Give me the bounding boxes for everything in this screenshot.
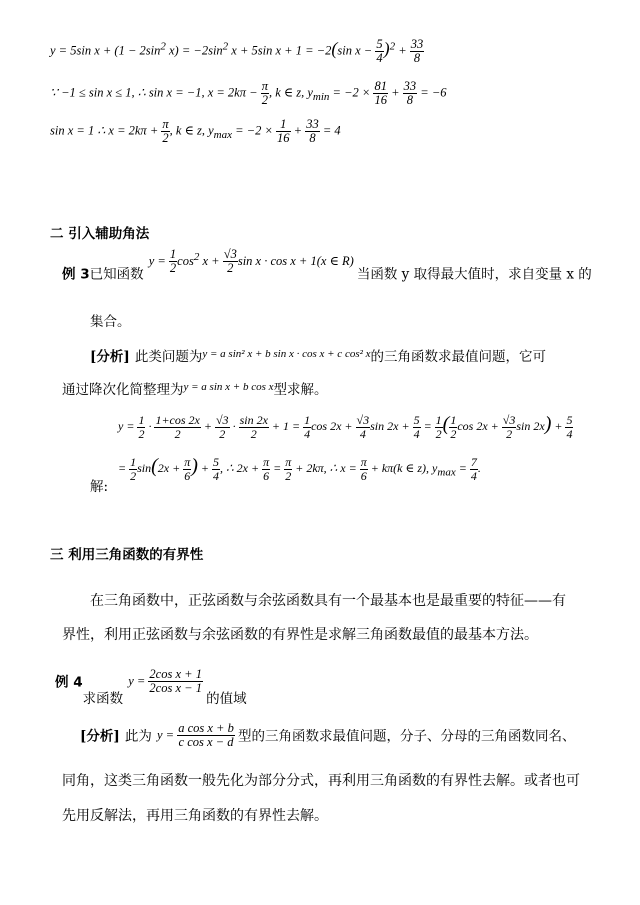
top-math-line-1: y = 5sin $x + (1 - 2\sin^2$ $x) = -2\sin^2$ x + 5sin x + 1 = −2(sin x − $\frac{5}{4}$ )$^2$ + $\frac{33}{8}$ — [50, 37, 424, 66]
section-3-para-line-2: 界性，利用正弦函数与余弦函数的有界性是求解三角函数最值的最基本方法。 — [62, 627, 538, 643]
section-2-heading: 二 引入辅助角法 — [50, 226, 150, 242]
analysis-3-formula: y = a sin² x + b sin x · cos x + c cos² x — [202, 348, 371, 360]
example-4-formula: y = $\frac{\text{2cos x + 1}}{\text{2cos x − 1}}$ — [128, 667, 202, 696]
analysis-3-line-2 — [62, 378, 328, 398]
analysis-4-post: 型的三角函数求最值问题，分子、分母的三角函数同名、 — [237, 728, 576, 745]
analysis-4-line-2: 同角，这类三角函数一般先化为部分分式，再利用三角函数的有界性去解。或者也可 — [62, 773, 580, 789]
top-math-line-2: ∵ −1 ≤ sin x ≤ 1, ∴ sin x = −1, x = 2kπ − $\frac{\pi}{2}$ , k ∈ z, $y_{min} = -2$ × $\frac{81}{16}$ + $\frac{33}{8}$ = −6 — [50, 79, 447, 108]
top-math-line-3: sin x = 1 ∴ x = 2kπ + $\frac{\pi}{2}$ , k ∈ z, $y_{max} = -2$ × $\frac{1}{16}$ + $\frac{33}{8}$ = 4 — [50, 117, 341, 146]
analysis-3-label: [分析] — [90, 349, 130, 365]
example-3-post: 当函数 y 取得最大值时，求自变量 x 的 — [356, 266, 592, 283]
solution-3-line-2: = $\frac{1}{2}$ sin(2x + $\frac{\pi}{6}$ ) + $\frac{5}{4}$ , ∴ 2x + $\frac{\pi}{6}$ = $\frac{\pi}{2}$ + 2kπ, ∴ x = $\frac{\pi}{6}$ + kπ(k ∈ z), $y_{max}$ = $\frac{7}{4}$ . — [118, 455, 481, 483]
example-4-pre: 求函数 — [82, 690, 124, 707]
example-4-line — [55, 667, 247, 707]
solution-3-label: 解: — [90, 479, 109, 495]
section-3-heading: 三 利用三角函数的有界性 — [50, 547, 204, 563]
analysis-3-line-1 — [90, 345, 546, 365]
solution-3-line-1: y = $\frac{1}{2}$ · $\frac{1+\cos 2x}{2}$ + $\frac{√3}{2}$ · $\frac{\sin 2x}{2}$ + 1 = $\frac{1}{4}$ cos 2x + $\frac{√3}{4}$ sin 2x + $\frac{5}{4}$ = $\frac{1}{2}$ ( $\frac{1}{2}$ cos 2x + $\frac{√3}{2}$ sin 2x) + $\frac{5}{4}$ — [118, 413, 573, 441]
analysis-4-pre: 此为 — [124, 728, 152, 745]
analysis-4-formula: y = $\frac{\text{a cos x + b}}{\text{c cos x − d}}$ — [156, 721, 234, 750]
section-3-para-line-1: 在三角函数中，正弦函数与余弦函数具有一个最基本也是最重要的特征——有 — [90, 593, 566, 609]
analysis-4-label: [分析] — [80, 728, 120, 745]
analysis-3-post: 的三角函数求最值问题，它可 — [370, 349, 547, 365]
example-4-label: 例 4 — [55, 674, 83, 691]
analysis-4-line-3: 先用反解法，再用三角函数的有界性去解。 — [62, 808, 328, 824]
analysis-3-line2-post: 型求解。 — [273, 382, 328, 398]
analysis-3-line2-pre: 通过降次化简整理为 — [62, 382, 184, 398]
example-4-post: 的值域 — [206, 690, 247, 707]
analysis-3-formula-2: y = a sin x + b cos x — [183, 381, 274, 393]
example-3-formula: y = 1 2 cos2 x + √3 2 sin x · cos x + 1(x ∈ R) — [148, 247, 357, 276]
example-3-line-2: 集合。 — [90, 314, 131, 330]
example-3-label: 例 3 — [62, 266, 90, 283]
analysis-3-pre: 此类问题为 — [134, 349, 203, 365]
analysis-4-line-1 — [80, 721, 576, 751]
example-3-pre: 已知函数 — [89, 266, 144, 283]
